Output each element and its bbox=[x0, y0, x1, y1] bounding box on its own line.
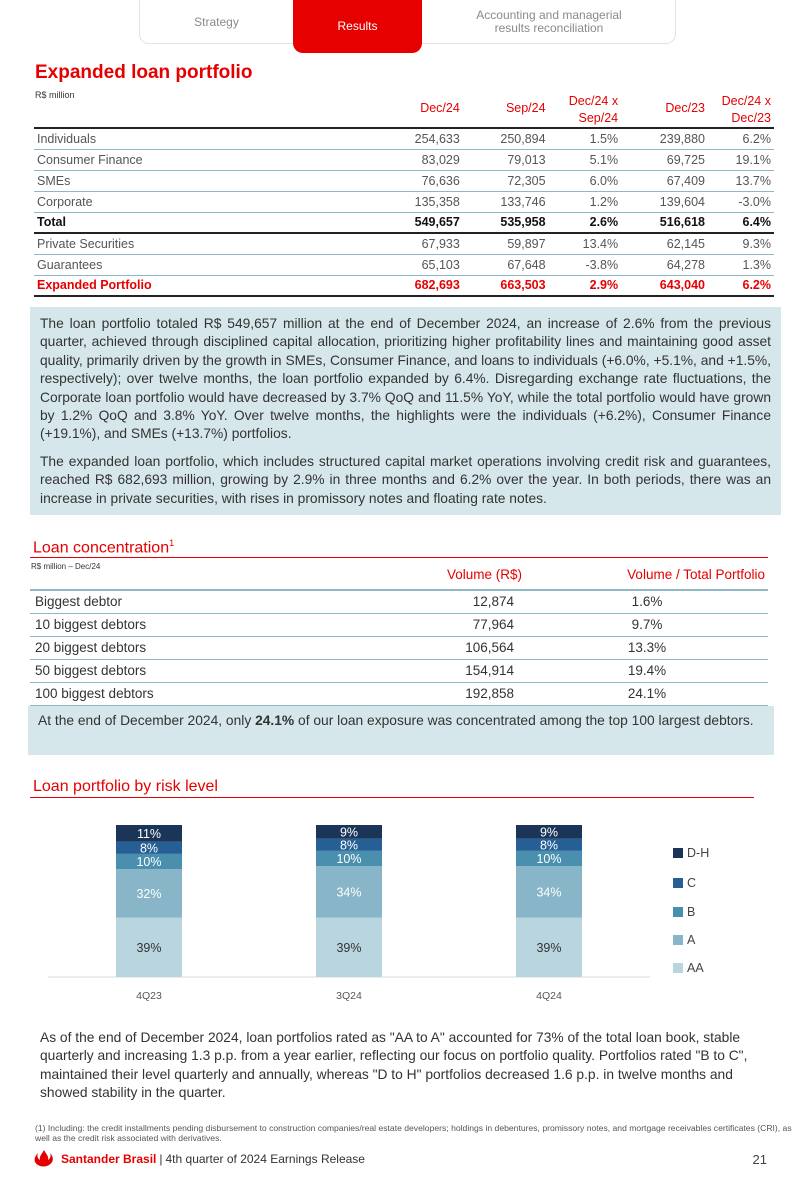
col-header-dec24: Dec/24 bbox=[420, 101, 460, 115]
col-header-dec24-x-2: Dec/24 x bbox=[721, 94, 771, 108]
section-title-risk-level: Loan portfolio by risk level bbox=[33, 778, 218, 795]
data-label-d-h-4q24: 9% bbox=[539, 825, 559, 840]
cell: 6.0% bbox=[549, 170, 622, 191]
cell: 13.4% bbox=[549, 233, 622, 254]
cell: -3.0% bbox=[708, 191, 774, 212]
table-row-total bbox=[34, 212, 774, 233]
cell: 62,145 bbox=[621, 233, 708, 254]
cell: 83,029 bbox=[353, 149, 463, 170]
concentration-note-text-end: of our loan exposure was concentrated among the top 100 largest debtors. bbox=[294, 713, 754, 728]
cell: 1.5% bbox=[549, 128, 622, 149]
tab-reconciliation-label: Accounting and managerial results reconciliation bbox=[476, 8, 622, 35]
data-label-aa-4q24: 39% bbox=[536, 940, 562, 955]
tab-results-label: Results bbox=[337, 18, 378, 33]
table-row bbox=[34, 191, 774, 212]
legend-item-b bbox=[673, 905, 695, 919]
cell: 2.9% bbox=[549, 275, 622, 296]
legend-swatch bbox=[673, 963, 683, 973]
table-row bbox=[34, 128, 774, 149]
loan-commentary-paragraph-2: The expanded loan portfolio, which includes structured capital market operations involving credit risk and guarantees, reached R$ 682,693 million, growing by 2.9% in three months and 6.2% over the year. In both periods, there was an increase in private securities, with rises in promissory notes and floating rate notes. bbox=[40, 453, 771, 506]
section-rule bbox=[30, 797, 754, 798]
table-row bbox=[30, 659, 768, 682]
table-row bbox=[30, 613, 768, 636]
col-header-volume: Volume (R$) bbox=[446, 567, 522, 582]
santander-flame-icon bbox=[33, 1150, 55, 1168]
row-label: SMEs bbox=[34, 170, 353, 191]
data-label-d-h-3q24: 9% bbox=[339, 825, 359, 840]
data-label-aa-4q23: 39% bbox=[136, 940, 162, 955]
cell: 663,503 bbox=[463, 275, 549, 296]
row-label: 100 biggest debtors bbox=[30, 682, 360, 705]
data-label-b-3q24: 10% bbox=[336, 851, 362, 866]
cell: 1.6% bbox=[526, 590, 768, 613]
cell: 682,693 bbox=[353, 275, 463, 296]
footnote-marker: 1 bbox=[169, 538, 175, 548]
cell: 643,040 bbox=[621, 275, 708, 296]
cell: 72,305 bbox=[463, 170, 549, 191]
cell: 67,648 bbox=[463, 254, 549, 275]
footnote: (1) Including: the credit installments pending disbursement to construction companies/real estate developers; holdings in debentures, promissory notes, and mortgage receivables certificates (CRI), as well as the credit risk associated with derivatives. bbox=[35, 1123, 792, 1143]
cell: 1.3% bbox=[708, 254, 774, 275]
legend-item-d-h bbox=[673, 846, 709, 860]
x-tick-label-4q23: 4Q23 bbox=[136, 990, 162, 1002]
legend-label: D-H bbox=[687, 846, 710, 860]
cell: 67,933 bbox=[353, 233, 463, 254]
row-label: 50 biggest debtors bbox=[30, 659, 360, 682]
cell: 13.7% bbox=[708, 170, 774, 191]
section-title-expanded-loan-portfolio: Expanded loan portfolio bbox=[35, 62, 253, 83]
legend-label: A bbox=[687, 933, 696, 947]
cell: 2.6% bbox=[549, 212, 622, 233]
table-row bbox=[34, 170, 774, 191]
cell: 154,914 bbox=[360, 659, 526, 682]
footer-brand: Santander Brasil bbox=[61, 1152, 157, 1166]
data-label-aa-3q24: 39% bbox=[336, 940, 362, 955]
legend-label: C bbox=[687, 876, 697, 890]
row-label: Consumer Finance bbox=[34, 149, 353, 170]
tab-reconciliation[interactable] bbox=[422, 0, 676, 44]
table-row bbox=[30, 682, 768, 705]
cell: 5.1% bbox=[549, 149, 622, 170]
legend-label: B bbox=[687, 905, 696, 919]
cell: 139,604 bbox=[621, 191, 708, 212]
row-label: Guarantees bbox=[34, 254, 353, 275]
table-row-expanded-portfolio bbox=[34, 275, 774, 296]
cell: 106,564 bbox=[360, 636, 526, 659]
data-label-c-3q24: 8% bbox=[339, 838, 359, 853]
row-label: 10 biggest debtors bbox=[30, 613, 360, 636]
loan-commentary-box bbox=[30, 307, 781, 515]
legend-swatch bbox=[673, 935, 683, 945]
section-tabs bbox=[139, 0, 676, 44]
cell: 64,278 bbox=[621, 254, 708, 275]
col-header-sep24-2: Sep/24 bbox=[578, 111, 619, 125]
concentration-unit-label: R$ million – Dec/24 bbox=[31, 562, 101, 571]
legend-item-c bbox=[673, 876, 696, 890]
x-tick-label-4q24: 4Q24 bbox=[536, 990, 562, 1002]
col-header-volume-share: Volume / Total Portfolio bbox=[627, 567, 765, 582]
tab-strategy-label: Strategy bbox=[194, 14, 239, 29]
cell: 516,618 bbox=[621, 212, 708, 233]
loan-concentration-table bbox=[30, 560, 768, 706]
row-label: Total bbox=[34, 212, 353, 233]
footer-release-title: 4th quarter of 2024 Earnings Release bbox=[165, 1152, 365, 1166]
cell: 24.1% bbox=[526, 682, 768, 705]
page-number: 21 bbox=[752, 1152, 767, 1167]
cell: 19.4% bbox=[526, 659, 768, 682]
table-row bbox=[34, 149, 774, 170]
cell: 76,636 bbox=[353, 170, 463, 191]
cell: 535,958 bbox=[463, 212, 549, 233]
risk-level-stacked-bar-chart bbox=[30, 805, 650, 1015]
cell: 65,103 bbox=[353, 254, 463, 275]
row-label: Biggest debtor bbox=[30, 590, 360, 613]
tab-results[interactable] bbox=[293, 0, 422, 53]
concentration-note-box bbox=[28, 706, 774, 755]
row-label: Individuals bbox=[34, 128, 353, 149]
cell: 6.2% bbox=[708, 275, 774, 296]
row-label: 20 biggest debtors bbox=[30, 636, 360, 659]
legend-label: AA bbox=[687, 961, 704, 975]
table-row bbox=[30, 590, 768, 613]
cell: 549,657 bbox=[353, 212, 463, 233]
col-header-dec24-x: Dec/24 x bbox=[568, 94, 619, 108]
data-label-a-4q23: 32% bbox=[136, 886, 162, 901]
data-label-d-h-4q23: 11% bbox=[136, 826, 162, 841]
concentration-note-highlight: 24.1% bbox=[255, 713, 295, 728]
row-label: Expanded Portfolio bbox=[34, 275, 353, 296]
legend-swatch bbox=[673, 878, 683, 888]
data-label-c-4q23: 8% bbox=[139, 841, 159, 856]
tab-strategy[interactable] bbox=[140, 0, 293, 44]
col-header-sep24: Sep/24 bbox=[505, 101, 546, 115]
cell: 13.3% bbox=[526, 636, 768, 659]
cell: 59,897 bbox=[463, 233, 549, 254]
cell: 67,409 bbox=[621, 170, 708, 191]
cell: 12,874 bbox=[360, 590, 526, 613]
cell: -3.8% bbox=[549, 254, 622, 275]
data-label-c-4q24: 8% bbox=[539, 838, 559, 853]
risk-commentary: As of the end of December 2024, loan portfolios rated as "AA to A" accounted for 73% of the total loan book, stable quarterly and increasing 1.3 p.p. from a year earlier, reflecting our focus on portfolio quality. Portfolios rated "B to C", maintained their level quarterly and annually, whereas "D to H" portfolios decreased 1.6 p.p. in twelve months and showed stability in the quarter. bbox=[40, 1030, 748, 1101]
page-footer bbox=[33, 1150, 365, 1168]
data-label-b-4q24: 10% bbox=[536, 851, 562, 866]
legend-item-aa bbox=[673, 961, 704, 975]
data-label-a-4q24: 34% bbox=[536, 885, 562, 900]
cell: 69,725 bbox=[621, 149, 708, 170]
loan-concentration-title: Loan concentration bbox=[33, 539, 170, 557]
loan-unit-label: R$ million bbox=[35, 90, 75, 100]
cell: 77,964 bbox=[360, 613, 526, 636]
footer-separator: | bbox=[159, 1152, 163, 1166]
cell: 192,858 bbox=[360, 682, 526, 705]
cell: 9.3% bbox=[708, 233, 774, 254]
table-row bbox=[34, 233, 774, 254]
cell: 1.2% bbox=[549, 191, 622, 212]
section-title-loan-concentration bbox=[33, 538, 174, 557]
loan-commentary-paragraph-1: The loan portfolio totaled R$ 549,657 million at the end of December 2024, an increase of 2.6% from the previous quarter, achieved through disciplined capital allocation, prioritizing higher profitability lines and maintaining good asset quality, primarily driven by the growth in SMEs, Consumer Finance, and loans to individuals (+6.0%, +5.1%, and +1.5%, respectively); over twelve months, the loan portfolio expanded by 6.4%. Disregarding exchange rate fluctuations, the Corporate loan portfolio would have decreased by 3.7% QoQ and 11.5% YoY, while the total portfolio would have grown by 1.2% QoQ and 3.8% YoY. Over twelve months, the highlights were the individuals (+6.2%), Consumer Finance (+19.1%), and SMEs (+13.7%) portfolios. bbox=[40, 316, 771, 442]
cell: 254,633 bbox=[353, 128, 463, 149]
col-header-dec23: Dec/23 bbox=[665, 101, 705, 115]
table-row bbox=[30, 636, 768, 659]
cell: 239,880 bbox=[621, 128, 708, 149]
col-header-dec23-2: Dec/23 bbox=[731, 111, 771, 125]
row-label: Private Securities bbox=[34, 233, 353, 254]
cell: 6.4% bbox=[708, 212, 774, 233]
cell: 9.7% bbox=[526, 613, 768, 636]
table-row bbox=[34, 254, 774, 275]
legend-swatch bbox=[673, 848, 683, 858]
row-label: Corporate bbox=[34, 191, 353, 212]
legend-swatch bbox=[673, 907, 683, 917]
x-tick-label-3q24: 3Q24 bbox=[336, 990, 362, 1002]
cell: 135,358 bbox=[353, 191, 463, 212]
legend-item-a bbox=[673, 933, 695, 947]
loan-portfolio-table bbox=[34, 88, 774, 297]
section-rule bbox=[30, 557, 768, 558]
data-label-b-4q23: 10% bbox=[136, 854, 162, 869]
concentration-note-text: At the end of December 2024, only bbox=[38, 713, 256, 728]
cell: 79,013 bbox=[463, 149, 549, 170]
cell: 250,894 bbox=[463, 128, 549, 149]
cell: 6.2% bbox=[708, 128, 774, 149]
cell: 133,746 bbox=[463, 191, 549, 212]
cell: 19.1% bbox=[708, 149, 774, 170]
data-label-a-3q24: 34% bbox=[336, 885, 362, 900]
